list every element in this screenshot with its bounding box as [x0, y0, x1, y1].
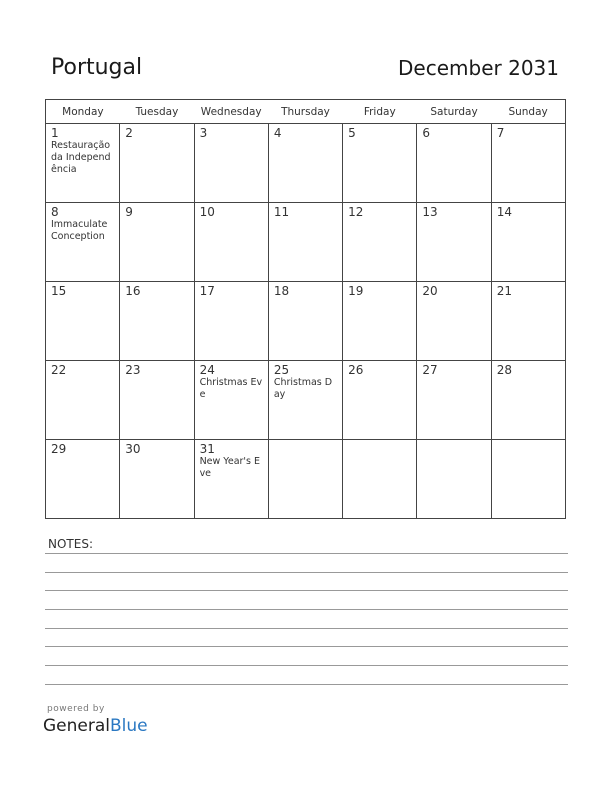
- day-number: 25: [273, 363, 290, 377]
- day-cell: [491, 440, 565, 519]
- day-number: 14: [496, 205, 512, 219]
- day-cell: [46, 282, 120, 361]
- day-number: 29: [51, 442, 67, 456]
- page-title-month: December 2031: [398, 56, 559, 80]
- day-cell: [268, 440, 342, 519]
- day-number: 1: [51, 126, 59, 140]
- day-cell: [491, 361, 565, 440]
- day-number: 12: [348, 205, 364, 219]
- day-cell: [194, 282, 268, 361]
- weekday-saturday: Saturday: [417, 100, 491, 124]
- page-title-country: Portugal: [51, 55, 143, 80]
- notes-line: [45, 590, 568, 591]
- generalblue-logo: [43, 716, 148, 736]
- logo-blue: Blue: [110, 716, 148, 736]
- day-cell: [120, 440, 194, 519]
- day-number: 6: [422, 126, 431, 140]
- notes-label: NOTES:: [48, 537, 93, 551]
- logo-general: General: [43, 716, 110, 736]
- day-number: 13: [422, 205, 438, 219]
- weekday-friday: Friday: [343, 100, 417, 124]
- holiday-label: Immaculate Conception: [51, 219, 108, 242]
- day-number: 2: [125, 126, 133, 140]
- weekday-thursday: Thursday: [268, 100, 342, 124]
- day-number: 7: [496, 126, 505, 140]
- day-cell: [417, 282, 491, 361]
- day-number: 8: [51, 205, 59, 219]
- day-cell: [46, 203, 120, 282]
- day-cell: [194, 124, 268, 203]
- weekday-tuesday: Tuesday: [120, 100, 194, 124]
- day-number: 27: [422, 363, 438, 377]
- calendar-grid: [45, 99, 566, 519]
- day-number: 17: [199, 284, 215, 298]
- day-cell: [417, 440, 491, 519]
- day-cell: [46, 361, 120, 440]
- notes-line: [45, 684, 568, 685]
- day-cell: [268, 124, 342, 203]
- day-cell: [120, 203, 194, 282]
- week-row: [46, 361, 566, 440]
- day-number: 30: [125, 442, 141, 456]
- notes-line: [45, 665, 568, 666]
- notes-line: [45, 553, 568, 554]
- day-cell: [343, 124, 417, 203]
- day-number: 11: [273, 205, 290, 219]
- holiday-label: Christmas Eve: [199, 377, 263, 400]
- day-cell: [417, 203, 491, 282]
- holiday-label: Restauração da Independência: [51, 140, 111, 175]
- notes-line: [45, 646, 568, 647]
- week-row: [46, 203, 566, 282]
- week-row: [46, 124, 566, 203]
- day-number: 18: [273, 284, 290, 298]
- day-number: 24: [199, 363, 215, 377]
- day-cell: [46, 440, 120, 519]
- day-number: 20: [422, 284, 438, 298]
- notes-line: [45, 572, 568, 573]
- day-cell: [491, 124, 565, 203]
- day-number: 9: [125, 205, 133, 219]
- day-cell: [120, 124, 194, 203]
- day-cell: [417, 124, 491, 203]
- day-number: 22: [51, 363, 67, 377]
- holiday-label: New Year's Eve: [199, 456, 260, 479]
- holiday-label: Christmas Day: [273, 377, 333, 400]
- day-cell: [194, 440, 268, 519]
- day-number: 15: [51, 284, 67, 298]
- day-cell: [268, 282, 342, 361]
- day-cell: [194, 203, 268, 282]
- weekday-monday: Monday: [46, 100, 120, 124]
- day-cell: [194, 361, 268, 440]
- day-number: 21: [496, 284, 512, 298]
- day-cell: [120, 282, 194, 361]
- day-number: 10: [199, 205, 215, 219]
- week-row: [46, 440, 566, 519]
- day-cell: [343, 361, 417, 440]
- day-number: 26: [348, 363, 364, 377]
- weekday-sunday: Sunday: [491, 100, 565, 124]
- day-cell: [491, 282, 565, 361]
- weekday-wednesday: Wednesday: [194, 100, 268, 124]
- day-number: 3: [199, 126, 208, 140]
- day-cell: [343, 440, 417, 519]
- day-number: 5: [348, 126, 356, 140]
- day-number: 31: [199, 442, 215, 456]
- day-number: 28: [496, 363, 512, 377]
- day-number: 19: [348, 284, 364, 298]
- day-number: 23: [125, 363, 141, 377]
- day-number: 16: [125, 284, 141, 298]
- notes-line: [45, 609, 568, 610]
- day-number: 4: [273, 126, 282, 140]
- day-cell: [491, 203, 565, 282]
- week-row: [46, 282, 566, 361]
- notes-line: [45, 628, 568, 629]
- day-cell: [268, 361, 342, 440]
- day-cell: [343, 203, 417, 282]
- weekday-header-row: [46, 100, 566, 124]
- day-cell: [417, 361, 491, 440]
- day-cell: [268, 203, 342, 282]
- powered-by-text: powered by: [47, 704, 105, 714]
- day-cell: [46, 124, 120, 203]
- day-cell: [343, 282, 417, 361]
- day-cell: [120, 361, 194, 440]
